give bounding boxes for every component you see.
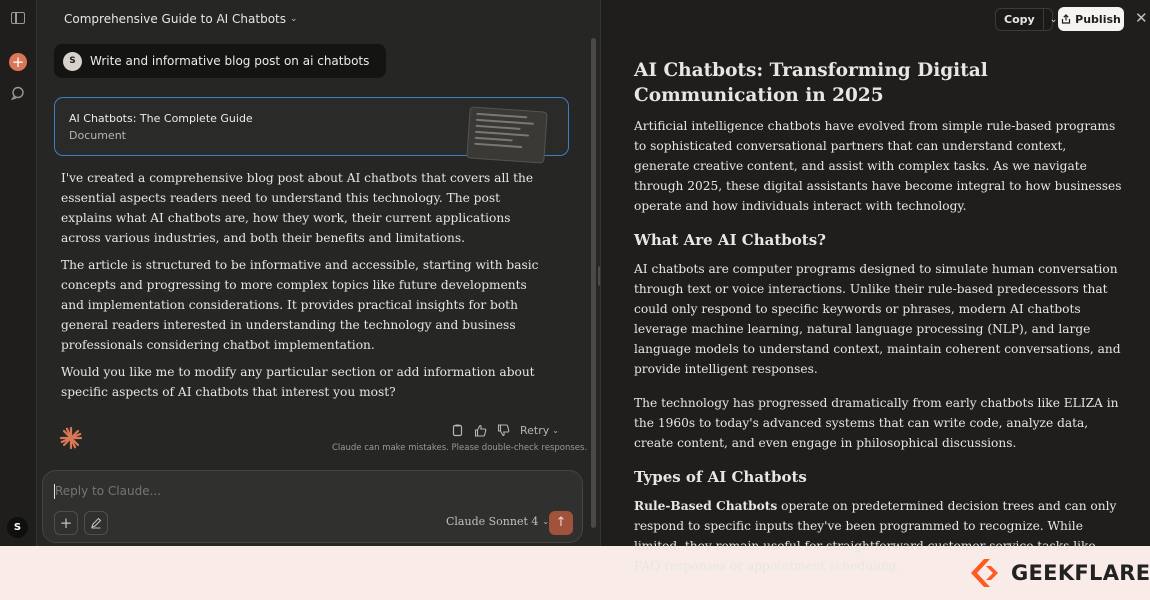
document-title: AI Chatbots: Transforming Digital Communication in 2025 bbox=[634, 60, 988, 106]
model-selector[interactable] bbox=[446, 515, 549, 528]
retry-label: Retry bbox=[520, 424, 550, 437]
response-paragraph: I've created a comprehensive blog post about AI chatbots that covers all the essential aspects readers need to understand this technology. The post explains what AI chatbots are, how they work, their current applications across various industries, and both their benefits and limitations. bbox=[61, 171, 534, 245]
user-avatar[interactable]: S bbox=[7, 517, 28, 538]
response-paragraph: Would you like me to modify any particular section or add information about specific aspects of AI chatbots that interest you most? bbox=[61, 365, 535, 399]
chevron-down-icon: ⌄ bbox=[552, 426, 559, 435]
geekflare-logo bbox=[969, 557, 1150, 589]
model-name: Claude Sonnet 4 bbox=[446, 515, 539, 528]
artifact-title: AI Chatbots: The Complete Guide bbox=[69, 112, 253, 125]
artifact-type: Document bbox=[69, 129, 126, 142]
tools-button[interactable] bbox=[84, 511, 108, 535]
copy-label: Copy bbox=[996, 9, 1044, 30]
assistant-response bbox=[61, 168, 549, 409]
user-message-text: Write and informative blog post on ai chatbots bbox=[90, 54, 370, 68]
user-message bbox=[54, 44, 386, 78]
geekflare-mark-icon bbox=[969, 557, 1003, 589]
doc-paragraph-text: operate on predetermined decision trees and can only respond to specific inputs they've been programmed to recognize. While limited, they remain useful for straightforward customer service tasks like FAQ responses or appointment scheduling. bbox=[634, 499, 1117, 573]
composer bbox=[42, 470, 583, 543]
doc-paragraph: Artificial intelligence chatbots have evolved from simple rule-based programs to sophisticated conversational partners that can understand context, generate creative content, and assist with complex tasks. As we navigate through 2025, these digital assistants have become integral to how businesses operate and how individuals interact with technology. bbox=[634, 119, 1122, 213]
chevron-down-icon[interactable]: ⌄ bbox=[1049, 14, 1058, 25]
sidebar-toggle-icon[interactable] bbox=[11, 12, 25, 24]
chevron-down-icon: ⌄ bbox=[542, 517, 550, 526]
publish-icon bbox=[1061, 14, 1071, 24]
copy-button[interactable] bbox=[995, 8, 1058, 31]
response-paragraph: The article is structured to be informative and accessible, starting with basic concepts and progressing to more complex topics like future developments and implementation considerations. It provides practical insights for both general readers interested in understanding the technology and business professionals considering chatbot implementation. bbox=[61, 258, 539, 352]
chat-title: Comprehensive Guide to AI Chatbots bbox=[64, 12, 286, 26]
artifact-card[interactable] bbox=[54, 97, 569, 156]
chat-scrollbar[interactable] bbox=[591, 38, 596, 528]
user-message-avatar: S bbox=[63, 52, 82, 71]
artifact-thumbnail bbox=[466, 106, 547, 163]
thumbs-down-icon[interactable] bbox=[497, 424, 510, 437]
doc-paragraph: The technology has progressed dramatically from early chatbots like ELIZA in the 1960s to today's advanced systems that can write code, analyze data, create content, and even engage in philosophical discussions. bbox=[634, 396, 1119, 450]
add-attachment-button[interactable]: + bbox=[54, 511, 78, 535]
reply-input[interactable] bbox=[55, 484, 455, 498]
chevron-down-icon: ⌄ bbox=[290, 14, 298, 24]
document-content bbox=[634, 58, 1124, 590]
close-icon[interactable]: ✕ bbox=[1135, 9, 1148, 27]
claude-logo-icon bbox=[59, 426, 83, 450]
doc-heading: Types of AI Chatbots bbox=[634, 468, 807, 486]
disclaimer-text: Claude can make mistakes. Please double-check responses. bbox=[332, 443, 588, 453]
brand-name: GEEKFLARE bbox=[1011, 561, 1150, 585]
retry-button[interactable] bbox=[520, 424, 559, 437]
chats-icon[interactable] bbox=[11, 86, 25, 100]
message-actions bbox=[451, 424, 559, 437]
thumbs-up-icon[interactable] bbox=[474, 424, 487, 437]
arrow-up-icon: ↑ bbox=[555, 515, 567, 530]
chat-panel bbox=[37, 0, 600, 546]
send-button[interactable] bbox=[549, 511, 573, 535]
left-rail bbox=[0, 0, 37, 546]
chat-title-dropdown[interactable] bbox=[64, 12, 298, 26]
publish-label: Publish bbox=[1075, 12, 1121, 26]
doc-paragraph: AI chatbots are computer programs designed to simulate human conversation through text or voice interactions. Unlike their rule-based predecessors that could only respond to specific keywords or phrases, modern AI chatbots leverage machine learning, natural language processing (NLP), and large language models to understand context, maintain coherent conversations, and provide intelligent responses. bbox=[634, 262, 1121, 376]
pen-icon bbox=[90, 517, 102, 529]
publish-button[interactable] bbox=[1058, 7, 1124, 31]
new-chat-button[interactable]: + bbox=[9, 53, 27, 71]
doc-bold-term: Rule-Based Chatbots bbox=[634, 499, 778, 513]
doc-heading: What Are AI Chatbots? bbox=[634, 231, 826, 249]
copy-icon[interactable] bbox=[451, 424, 464, 437]
